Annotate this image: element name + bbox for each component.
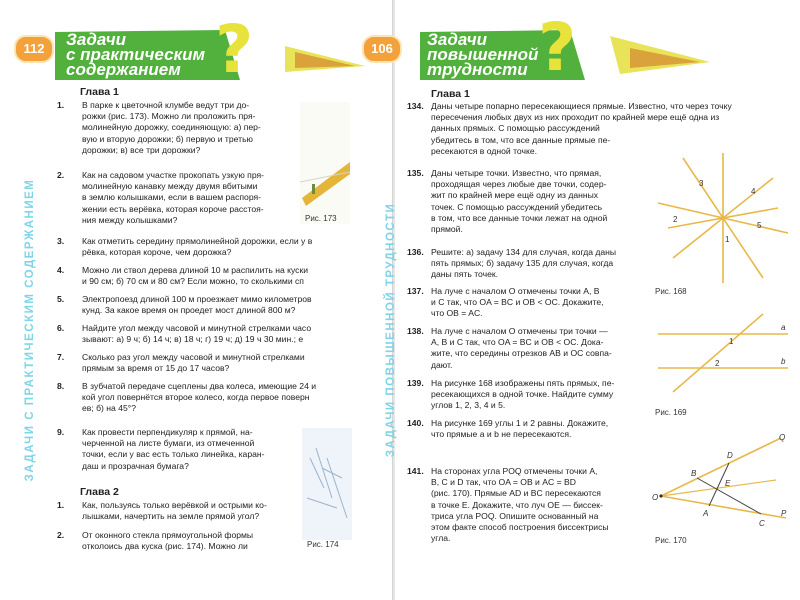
- problem-line: триса угла POQ. Опишите основанный на: [431, 510, 599, 521]
- problem-line: пересечения любых двух из них проходит по крайней мере ещё одна из: [431, 112, 720, 123]
- fig169-label-b: b: [781, 357, 786, 366]
- left-problem-4: [57, 265, 357, 289]
- problem-line: точек. С помощью рассуждений убедитесь: [431, 201, 603, 212]
- problem-line: этом факте способ построения биссектрисы: [431, 522, 609, 533]
- figure-170: [651, 430, 795, 535]
- problem-line: рёвка, которая короче, чем дорожка?: [82, 247, 232, 258]
- fig168-angle-3: 3: [699, 179, 704, 188]
- problem-line: Как, пользуясь только верёвкой и острыми ко-: [82, 500, 267, 510]
- problem-line: углов 1, 2, 3, 4 и 5.: [431, 400, 506, 411]
- fig170-label-a: A: [703, 509, 709, 518]
- problem-number: 1.: [57, 500, 65, 510]
- problem-line: рожки (рис. 173). Можно ли проложить пря-: [82, 111, 256, 122]
- fig169-label-a: a: [781, 323, 786, 332]
- problem-line: жит по крайней мере ещё одну из данных: [431, 190, 599, 201]
- left-problem-8: [57, 381, 357, 417]
- left-problem-9: [57, 427, 295, 475]
- problem-line: На сторонах угла POQ отмечены точки A,: [431, 466, 598, 476]
- fig168-angle-2: 2: [673, 215, 678, 224]
- problem-line: Как провести перпендикуляр к прямой, на-: [82, 427, 253, 437]
- right-page-number: 106: [362, 35, 402, 63]
- problem-line: проходящая через любые две точки, содер-: [431, 179, 607, 190]
- problem-line: Найдите угол между часовой и минутной стрелками часо: [82, 323, 312, 333]
- right-chapter-1: Глава 1: [431, 88, 470, 100]
- problem-line: жите, что середины отрезков AB и OC совпа-: [431, 348, 612, 359]
- left-problem-ch2-1: [57, 500, 295, 524]
- problem-line: На луче с началом O отмечены точки A, B: [431, 286, 600, 296]
- problem-line: дают.: [431, 359, 453, 370]
- problem-line: ев; б) на 45°?: [82, 403, 136, 414]
- problem-number: 140.: [407, 418, 424, 428]
- problem-line: данных прямых. С помощью рассуждений: [431, 123, 600, 134]
- problem-line: Можно ли ствол дерева длиной 10 м распилить на куски: [82, 265, 309, 275]
- problem-number: 5.: [57, 294, 65, 304]
- problem-line: молинейную дорожку, соединяющую: а) пер-: [82, 122, 261, 133]
- figure-173: [300, 102, 350, 224]
- problem-line: прямым за время от 15 до 17 часов?: [82, 363, 230, 374]
- fig170-label-c: C: [759, 519, 765, 528]
- problem-line: На рисунке 169 углы 1 и 2 равны. Докажите,: [431, 418, 609, 428]
- left-page-number: 112: [14, 35, 54, 63]
- figure-174-label: Рис. 174: [307, 540, 339, 549]
- left-problem-5: [57, 294, 357, 318]
- problem-number: 134.: [407, 101, 424, 111]
- fig170-label-o: O: [652, 493, 659, 502]
- fig170-label-p: P: [781, 509, 787, 518]
- problem-line: Решите: а) задачу 134 для случая, когда даны: [431, 247, 617, 257]
- problem-line: лышками, начертить на земле прямой угол?: [82, 511, 260, 522]
- figure-168: [653, 148, 793, 288]
- problem-line: что OB = AC.: [431, 308, 483, 319]
- problem-number: 2.: [57, 170, 65, 180]
- fig169-transversal: [673, 314, 763, 392]
- figure-169-label: Рис. 169: [655, 408, 687, 417]
- problem-line: и 90 см; б) 70 см и 80 см? Если можно, то сколькими сп: [82, 276, 304, 287]
- problem-line: (рис. 170). Прямые AD и BC пересекаются: [431, 488, 601, 499]
- problem-line: B, C и D так, что OA = OB и AC = BD: [431, 477, 576, 488]
- right-problem-136: [407, 247, 647, 283]
- problem-line: пять прямых; б) задачу 135 для случая, когда: [431, 258, 614, 269]
- problem-line: зывают: а) 9 ч; б) 14 ч; в) 18 ч; г) 19 ч; д) 19 ч 30 мин.; е: [82, 334, 304, 345]
- problem-number: 4.: [57, 265, 65, 275]
- problem-line: От оконного стекла прямоугольной формы: [82, 530, 254, 540]
- fig170-label-e: E: [725, 479, 731, 488]
- right-problem-140: [407, 418, 647, 442]
- problem-line: отколоись два куска (рис. 174). Можно ли: [82, 541, 248, 552]
- problem-line: Даны четыре попарно пересекающиеся прямые. Известно, что через точку: [431, 101, 732, 111]
- fig170-point-o: [659, 494, 662, 497]
- left-problem-1: [57, 100, 295, 160]
- problem-line: в землю колышками, если в вашем распоря-: [82, 192, 262, 203]
- problem-line: Как на садовом участке прокопать узкую пря-: [82, 170, 265, 180]
- problem-number: 2.: [57, 530, 65, 540]
- problem-number: 141.: [407, 466, 424, 476]
- problem-line: что прямые a и b не пересекаются.: [431, 429, 572, 440]
- problem-number: 136.: [407, 247, 424, 257]
- problem-line: молинейную канавку между двумя вбитыми: [82, 181, 258, 192]
- problem-line: даш и прозрачная бумага?: [82, 460, 189, 471]
- problem-line: ния между колышками?: [82, 214, 178, 225]
- left-problem-ch2-2: [57, 530, 295, 554]
- problem-line: A, B и C так, что OA = BC и OB < OC. Дока-: [431, 337, 604, 348]
- left-sidebar-text: ЗАДАЧИ С ПРАКТИЧЕСКИМ СОДЕРЖАНИЕМ: [24, 178, 36, 482]
- right-sidebar: [381, 70, 401, 590]
- problem-number: 135.: [407, 168, 424, 178]
- fig169-angle-2: 2: [715, 359, 720, 368]
- left-problem-2: [57, 170, 295, 230]
- problem-line: жении есть верёвка, которая короче расстоя-: [82, 203, 264, 214]
- figure-168-label: Рис. 168: [655, 287, 687, 296]
- problem-number: 6.: [57, 323, 65, 333]
- problem-number: 8.: [57, 381, 65, 391]
- figure-170-label: Рис. 170: [655, 536, 687, 545]
- right-sidebar-text: ЗАДАЧИ ПОВЫШЕННОЙ ТРУДНОСТИ: [385, 202, 397, 458]
- left-chapter-2: Глава 2: [80, 486, 119, 498]
- left-page: [0, 0, 393, 600]
- fig168-angle-5: 5: [757, 221, 762, 230]
- left-question-mark: ?: [215, 11, 254, 88]
- problem-line: В зубчатой передаче сцеплены два колеса, имеющие 24 и: [82, 381, 317, 391]
- fig170-label-d: D: [727, 451, 733, 460]
- problem-line: даны пять точек.: [431, 269, 499, 280]
- left-problem-6: [57, 323, 357, 347]
- problem-line: прямой.: [431, 224, 463, 235]
- problem-line: точки, если у вас есть только линейка, каран-: [82, 449, 265, 460]
- fig170-label-b: B: [691, 469, 697, 478]
- problem-line: и C так, что OA = BC и OB < OC. Докажите,: [431, 297, 604, 308]
- problem-line: убедитесь в том, что все данные прямые пе-: [431, 134, 611, 145]
- fig170-ray-op: [661, 496, 786, 518]
- fig168-angle-4: 4: [751, 187, 756, 196]
- problem-line: Даны четыре точки. Известно, что прямая,: [431, 168, 602, 178]
- right-page: [371, 0, 800, 600]
- right-problem-138: [407, 326, 647, 374]
- problem-line: черченной на листе бумаги, из отмеченной: [82, 438, 255, 449]
- problem-line: ресекаются в одной точке.: [431, 145, 537, 156]
- left-problem-3: [57, 236, 357, 260]
- problem-number: 7.: [57, 352, 65, 362]
- fig168-angle-1: 1: [725, 235, 730, 244]
- problem-line: На рисунке 168 изображены пять прямых, пе-: [431, 378, 615, 388]
- right-banner-line-3: трудности: [427, 60, 528, 79]
- problem-line: Электропоезд длиной 100 м проезжает мимо километров: [82, 294, 312, 304]
- problem-number: 139.: [407, 378, 424, 388]
- problem-line: кунд. За какое время он проедет мост длиной 800 м?: [82, 305, 296, 316]
- left-banner-line-2: с практическим: [66, 45, 206, 64]
- figure-174: [302, 428, 352, 540]
- problem-line: ресекающихся в одной точке. Найдите сумму: [431, 389, 614, 400]
- problem-number: 138.: [407, 326, 424, 336]
- problem-line: На луче с началом O отмечены три точки —: [431, 326, 608, 336]
- left-banner-line-1: Задачи: [66, 30, 126, 49]
- right-problem-139: [407, 378, 647, 414]
- left-banner-line-3: содержанием: [66, 60, 181, 79]
- problem-line: В парке к цветочной клумбе ведут три до-: [82, 100, 250, 110]
- fig169-angle-1: 1: [729, 337, 734, 346]
- problem-number: 9.: [57, 427, 65, 437]
- problem-number: 3.: [57, 236, 65, 246]
- right-problem-137: [407, 286, 647, 322]
- problem-line: в том, что все данные точки лежат на одной: [431, 212, 608, 223]
- problem-number: 1.: [57, 100, 65, 110]
- right-problem-135: [407, 168, 647, 238]
- right-banner-line-2: повышенной: [427, 45, 539, 64]
- problem-line: вую и вторую дорожки; б) первую и третью: [82, 133, 253, 144]
- fig170-label-q: Q: [779, 433, 786, 442]
- left-chapter-1: Глава 1: [80, 86, 119, 98]
- figure-173-label: Рис. 173: [305, 214, 337, 223]
- right-problem-141: [407, 466, 647, 546]
- left-sidebar: [20, 70, 40, 590]
- problem-line: дорожки; в) все три дорожки?: [82, 144, 201, 155]
- problem-line: угла.: [431, 533, 451, 544]
- problem-number: 137.: [407, 286, 424, 296]
- left-problem-7: [57, 352, 357, 376]
- problem-line: в точке E. Докажите, что луч OE — биссек-: [431, 499, 603, 510]
- right-question-mark: ?: [538, 9, 577, 86]
- problem-line: Как отметить середину прямолинейной дорожки, если у в: [82, 236, 313, 246]
- right-banner-line-1: Задачи: [427, 30, 487, 49]
- figure-169: [653, 310, 793, 400]
- problem-line: кой угол повернётся второе колесо, когда первое поверн: [82, 392, 310, 403]
- problem-line: Сколько раз угол между часовой и минутной стрелками: [82, 352, 305, 362]
